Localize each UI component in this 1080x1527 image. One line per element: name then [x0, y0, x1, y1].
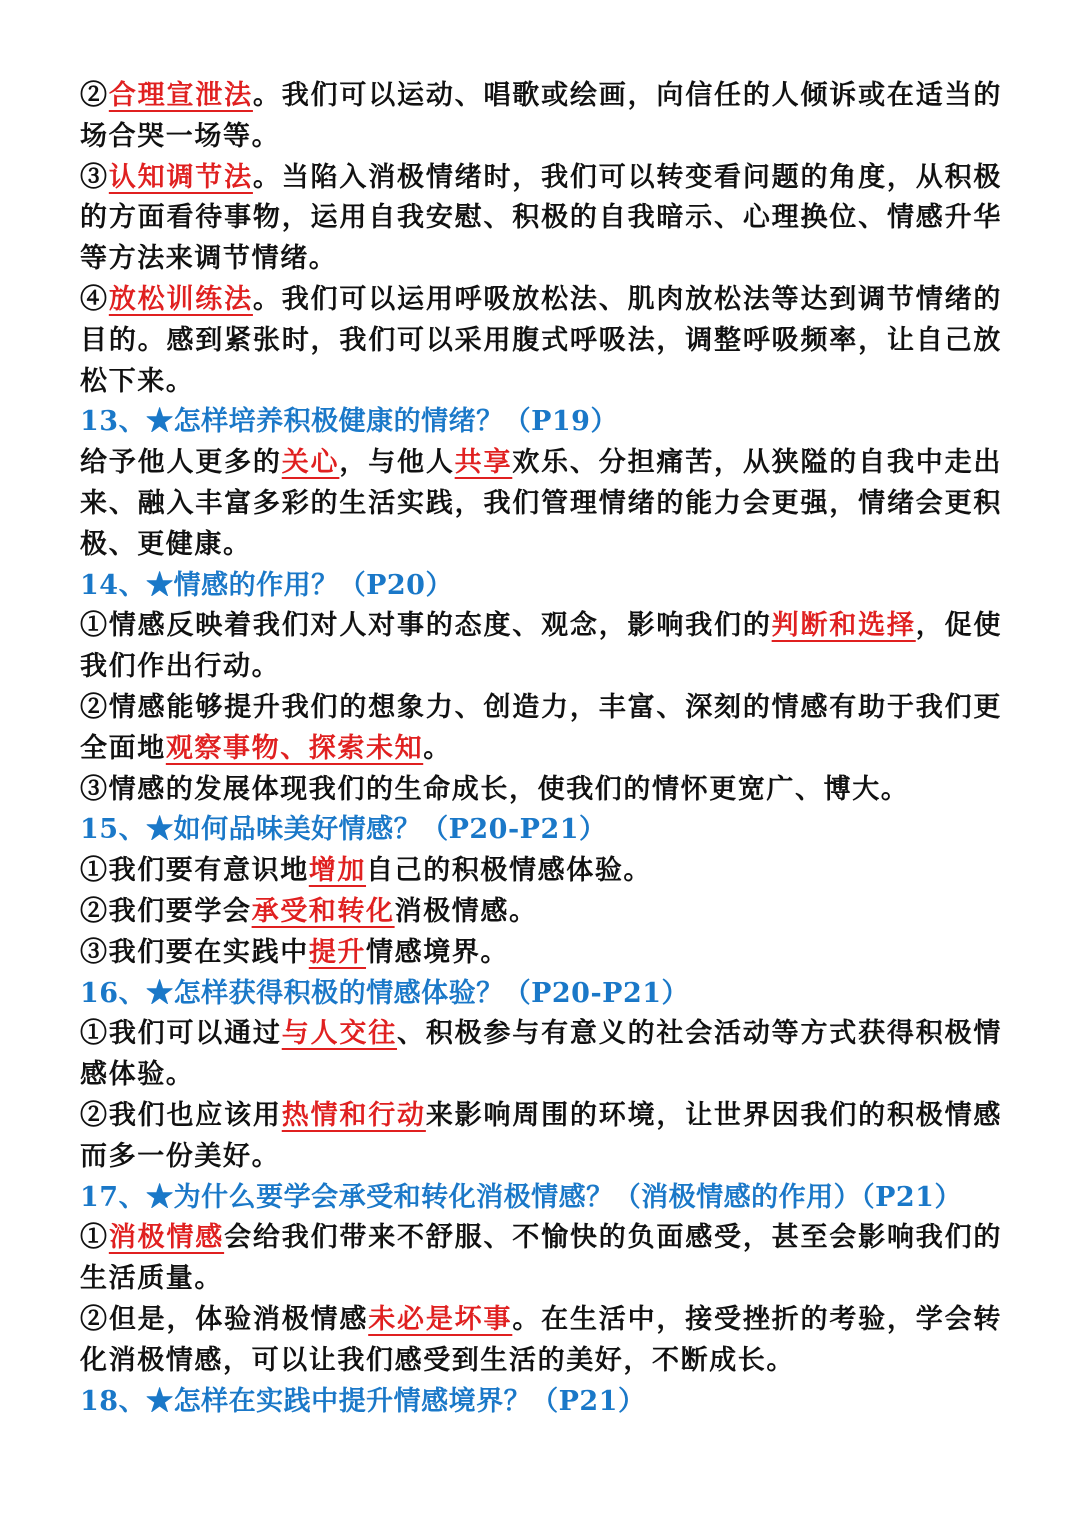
paragraph-text: 、积极参与有意义的社会活动等方式获得积极情感体验。 — [80, 1018, 1002, 1091]
key-phrase: 未必是坏事 — [368, 1303, 513, 1335]
heading-text: 16、★怎样获得积极的情感体验？（P20-P21） — [80, 977, 690, 1009]
section-heading — [80, 1178, 1002, 1219]
key-phrase: 增加 — [308, 855, 367, 887]
paragraph-text: 来影响周围的环境，让世界因我们的积极情感而多一份美好。 — [80, 1099, 1003, 1172]
paragraph-text: ②但是，体验消极情感 — [80, 1303, 369, 1335]
paragraph — [80, 76, 1002, 158]
paragraph-text: ②我们要学会 — [80, 895, 252, 927]
key-phrase: 提升 — [308, 936, 367, 968]
paragraph-text: ②情感能够提升我们的想象力、创造力，丰富、深刻的情感有助于我们更全面地 — [80, 691, 1002, 764]
paragraph — [80, 933, 1002, 974]
heading-text: 15、★如何品味美好情感？（P20-P21） — [80, 814, 607, 846]
key-phrase: 热情和行动 — [281, 1099, 426, 1131]
paragraph-text: 。 — [423, 732, 452, 764]
paragraph-text: 自己的积极情感体验。 — [366, 855, 653, 887]
paragraph — [80, 1218, 1002, 1300]
key-phrase: 与人交往 — [281, 1018, 398, 1050]
paragraph-text: 。当陷入消极情绪时，我们可以转变看问题的角度，从积极的方面看待事物，运用自我安慰、积极的自我暗示、心理换位、情感升华等方法来调节情绪。 — [80, 161, 1002, 275]
paragraph-text: 。在生活中，接受挫折的考验，学会转化消极情感，可以让我们感受到生活的美好，不断成长。 — [80, 1303, 1003, 1376]
key-phrase: 承受和转化 — [251, 895, 395, 927]
heading-text: 13、★怎样培养积极健康的情绪？（P19） — [80, 406, 618, 438]
paragraph — [80, 688, 1002, 770]
paragraph — [80, 770, 1002, 811]
paragraph-text: ①我们可以通过 — [80, 1018, 282, 1050]
paragraph-text: ，促使我们作出行动。 — [80, 610, 1002, 683]
key-phrase: 放松训练法 — [108, 283, 253, 315]
paragraph — [80, 280, 1002, 402]
paragraph — [80, 1300, 1002, 1382]
paragraph-text: ②我们也应该用 — [80, 1099, 282, 1131]
section-heading — [80, 566, 1002, 607]
paragraph-text: ④ — [80, 283, 109, 315]
paragraph-text: ①情感反映着我们对人对事的态度、观念，影响我们的 — [80, 610, 772, 642]
paragraph-text: 。我们可以运动、唱歌或绘画，向信任的人倾诉或在适当的场合哭一场等。 — [80, 80, 1002, 152]
paragraph — [80, 1096, 1002, 1178]
paragraph-text: ② — [80, 80, 109, 111]
key-phrase: 合理宣泄法 — [108, 80, 253, 111]
paragraph-text: ③情感的发展体现我们的生命成长，使我们的情怀更宽广、博大。 — [80, 773, 910, 805]
section-heading — [80, 1382, 1002, 1423]
paragraph — [80, 1014, 1002, 1096]
paragraph-text: ，与他人 — [339, 447, 455, 479]
paragraph — [80, 606, 1002, 688]
paragraph — [80, 158, 1002, 280]
paragraph — [80, 443, 1002, 565]
paragraph-text: ③我们要在实践中 — [80, 936, 309, 968]
paragraph-text: 消极情感。 — [394, 895, 538, 927]
key-phrase: 消极情感 — [108, 1222, 225, 1254]
paragraph-text: ①我们要有意识地 — [80, 855, 309, 887]
paragraph-text: ① — [80, 1222, 109, 1254]
heading-text: 18、★怎样在实践中提升情感境界？（P21） — [80, 1385, 646, 1417]
paragraph-text: 给予他人更多的 — [80, 447, 282, 479]
section-heading — [80, 974, 1002, 1015]
paragraph-text: 情感境界。 — [366, 936, 510, 968]
heading-text: 14、★情感的作用？（P20） — [80, 569, 453, 601]
section-heading — [80, 402, 1002, 443]
paragraph — [80, 851, 1002, 892]
key-phrase: 认知调节法 — [108, 161, 253, 193]
paragraph-text: 欢乐、分担痛苦，从狭隘的自我中走出来、融入丰富多彩的生活实践，我们管理情绪的能力会更强，情绪会更积极、更健康。 — [80, 447, 1002, 560]
paragraph — [80, 892, 1002, 933]
section-heading — [80, 810, 1002, 851]
key-phrase: 判断和选择 — [771, 610, 916, 642]
paragraph-text: ③ — [80, 161, 109, 193]
key-phrase: 关心 — [281, 447, 340, 479]
key-phrase: 观察事物、探索未知 — [165, 732, 424, 764]
paragraph-text: 。我们可以运用呼吸放松法、肌肉放松法等达到调节情绪的目的。感到紧张时，我们可以采用腹式呼吸法，调整呼吸频率，让自己放松下来。 — [80, 283, 1002, 397]
paragraph-text: 会给我们带来不舒服、不愉快的负面感受，甚至会影响我们的生活质量。 — [80, 1222, 1002, 1295]
key-phrase: 共享 — [454, 447, 513, 479]
heading-text: 17、★为什么要学会承受和转化消极情感？（消极情感的作用）（P21） — [80, 1181, 962, 1213]
